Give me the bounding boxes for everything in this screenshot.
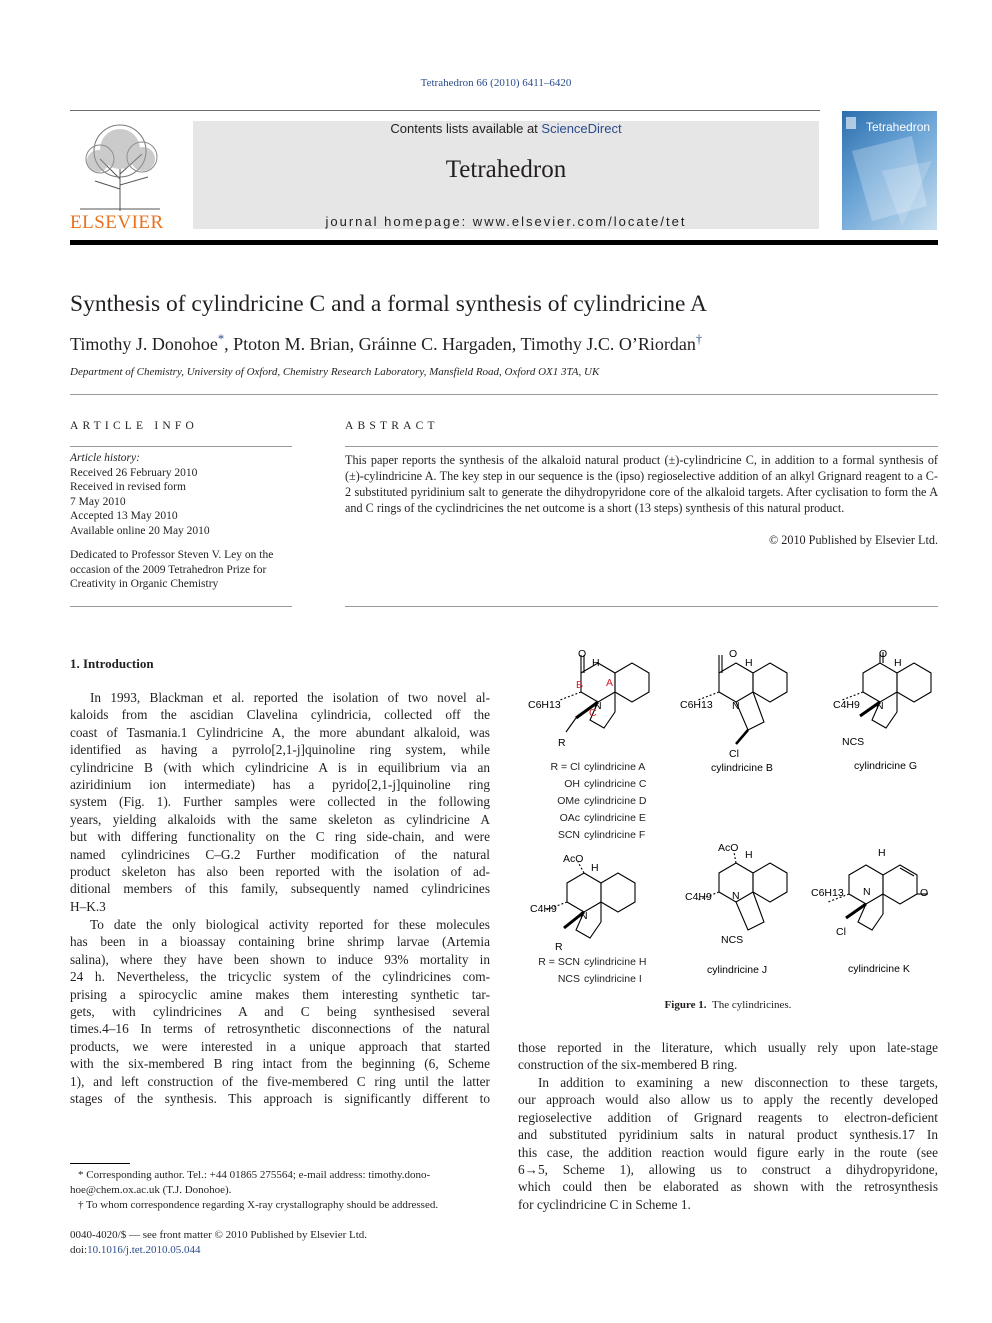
corresponding-footnote: * Corresponding author. Tel.: +44 01865 275564; e-mail address: timothy.dono- xyxy=(78,1169,431,1181)
atom-label: N xyxy=(876,700,884,712)
sciencedirect-link[interactable]: ScienceDirect xyxy=(541,121,622,136)
text-line: with the six-membered B ring intact from the beginning (6, Scheme xyxy=(70,1056,490,1072)
atom-label: Cl xyxy=(836,926,846,938)
text-line: construction of the six-membered B ring. xyxy=(518,1057,738,1073)
r-value: R = SCN xyxy=(538,956,580,968)
doi-prefix: doi: xyxy=(70,1244,88,1256)
compound-name: cylindricine H xyxy=(584,956,647,968)
caption-text: The cylindricines. xyxy=(712,999,792,1011)
elsevier-wordmark[interactable]: ELSEVIER xyxy=(70,212,164,233)
abstract-rule xyxy=(345,446,938,447)
text-line: this case, the addition reaction would figure early in the route (see xyxy=(518,1144,938,1160)
text-line: our approach would also allow us to apply the recently developed xyxy=(518,1092,938,1108)
r-group-table-2 xyxy=(518,954,663,988)
title-rule xyxy=(70,394,938,395)
text-line: for cyclindricine C in Scheme 1. xyxy=(518,1196,691,1212)
contents-line xyxy=(193,121,819,136)
abstract-text: This paper reports the synthesis of the alkaloid natural product (±)-cylindricine C, in addition to a formal synthesis of (±)-cylindricine A. The key step in our sequence is the (ipso) regioselective addition of an alkyl Grignard reagent to a C-2 substituted pyridinium salt to generate the dihydropyridone core of the alkaloid targets. After cyclisation to form the A and C rings of the cyclindricines the net outcome is a short (13 steps) synthesis of this natural product. xyxy=(345,453,938,515)
text-line: and substituted pyridinium salts in natural product synthesis.17 In xyxy=(518,1127,938,1143)
header-rule xyxy=(70,110,820,111)
text-line: products, we were interested in a unique approach that started xyxy=(70,1038,490,1054)
elsevier-tree-logo xyxy=(70,119,170,215)
author-name[interactable]: Timothy J.C. O’Riordan xyxy=(520,334,696,354)
atom-label: NCS xyxy=(721,934,744,946)
atom-label: H xyxy=(878,847,886,859)
text-line: cylindricine B (with which cylindricine A is in equilibrium via an xyxy=(70,759,490,775)
author-name[interactable]: Ptoton M. Brian xyxy=(233,334,350,354)
r-value: OMe xyxy=(557,795,580,807)
text-line: To date the only biological activity reported for these molecules xyxy=(90,917,490,932)
footnote-rule xyxy=(70,1163,130,1164)
atom-label: H xyxy=(591,862,599,874)
history-label: Article history: xyxy=(70,452,140,464)
history-line: Available online 20 May 2010 xyxy=(70,524,210,537)
structure-name: cylindricine B xyxy=(711,762,773,774)
cover-title: Tetrahedron xyxy=(866,120,931,134)
atom-label: Cl xyxy=(729,748,739,760)
journal-reference[interactable]: Tetrahedron 66 (2010) 6411–6420 xyxy=(420,77,572,89)
journal-title: Tetrahedron xyxy=(445,156,567,183)
abstract-heading: ABSTRACT xyxy=(345,420,439,432)
structure-name: cylindricine K xyxy=(848,963,910,975)
atom-label: N xyxy=(732,700,740,712)
atom-label: AcO xyxy=(563,853,584,865)
ring-a xyxy=(615,663,649,702)
compound-name: cylindricine D xyxy=(584,795,647,807)
text-line: those reported in the literature, which usually rely upon late-stage xyxy=(518,1040,938,1055)
affiliation: Department of Chemistry, University of Oxford, Chemistry Research Laboratory, Mansfield Road, Oxford OX1 3TA, UK xyxy=(70,366,600,378)
author-list: Timothy J. Donohoe*, Ptoton M. Brian, Gráinne C. Hargaden, Timothy J.C. O’Riordan† xyxy=(70,332,703,354)
compound-name: cylindricine A xyxy=(584,761,646,773)
structure-name: cylindricine J xyxy=(707,964,768,976)
atom-label: N xyxy=(863,886,871,898)
article-info-heading: ARTICLE INFO xyxy=(70,420,198,432)
history-line: Received 26 February 2010 xyxy=(70,466,198,479)
r-value: SCN xyxy=(557,829,580,841)
issn-line: 0040-4020/$ — see front matter © 2010 Published by Elsevier Ltd. xyxy=(70,1229,368,1241)
article-title: Synthesis of cylindricine C and a formal synthesis of cylindricine A xyxy=(70,291,707,317)
atom-label: N xyxy=(594,700,602,712)
contents-prefix: Contents lists available at xyxy=(390,121,542,136)
text-line: but with differing functionality on the C ring side-chain, and were xyxy=(70,829,490,845)
ring-label-b: B xyxy=(576,679,584,691)
text-line: salina), where they have been shown to induce 93% mortality in xyxy=(70,951,490,967)
corresponding-footnote-cont: hoe@chem.ox.ac.uk (T.J. Donohoe). xyxy=(70,1184,232,1196)
structure-name: cylindricine G xyxy=(854,760,918,772)
dedication-line: Creativity in Organic Chemistry xyxy=(70,578,219,590)
atom-label: H xyxy=(894,657,902,669)
figure-caption xyxy=(518,999,938,1011)
caption-label: Figure 1. xyxy=(664,999,707,1011)
dedication xyxy=(70,548,300,592)
text-line: 1), and left construction of the five-membered C ring until the latter xyxy=(70,1073,490,1089)
atom-label: R xyxy=(555,941,563,953)
info-bottom-rule xyxy=(70,606,292,607)
atom-label: O xyxy=(879,648,888,660)
text-line: regioselective addition of Grignard reagents to electron-deficient xyxy=(518,1109,938,1125)
atom-label: AcO xyxy=(718,842,739,854)
atom-label: O xyxy=(578,648,587,660)
chain-label: C4H9 xyxy=(833,699,860,711)
atom-label: O xyxy=(729,648,738,660)
text-line: 6→5, Scheme 1), allowing us to construct a dihydropyridone, xyxy=(518,1162,938,1178)
journal-homepage[interactable]: journal homepage: www.elsevier.com/locate/tet xyxy=(325,214,687,229)
chain-label: C4H9 xyxy=(530,903,557,915)
atom-label: H xyxy=(745,657,753,669)
atom-label: N xyxy=(580,910,588,922)
footnotes xyxy=(70,1168,490,1213)
text-line: system (Fig. 1). Further samples were collected in the following xyxy=(70,794,490,810)
text-line: In 1993, Blackman et al. reported the isolation of two novel al- xyxy=(90,690,490,705)
journal-cover-thumbnail[interactable] xyxy=(842,111,937,230)
chain-label: C6H13 xyxy=(528,699,561,711)
text-line: H–K.3 xyxy=(70,898,106,914)
doi-line xyxy=(70,1243,490,1258)
ring-label-a: A xyxy=(606,677,614,689)
text-line: 24 h. Nevertheless, the tricyclic system of the cylindricines com- xyxy=(70,969,490,985)
info-rule xyxy=(70,446,292,447)
text-line: years, yielding alkaloids with the same skeleton as cylindricine A xyxy=(70,811,490,827)
atom-label: O xyxy=(920,887,929,899)
chain-label: C6H13 xyxy=(811,887,844,899)
dagger-footnote: † To whom correspondence regarding X-ray crystallography should be addressed. xyxy=(78,1199,439,1211)
compound-name: cylindricine I xyxy=(584,973,642,985)
issn-block xyxy=(70,1228,490,1258)
text-line: prising a spirocyclic amine makes them interesting synthetic tar- xyxy=(70,986,490,1002)
intro-heading: 1. Introduction xyxy=(70,656,154,671)
author-name[interactable]: Gráinne C. Hargaden xyxy=(358,334,512,354)
atom-label: H xyxy=(745,849,753,861)
intro-paragraph-4 xyxy=(518,1074,938,1213)
text-line: named cylindricines C–G.2 Further modification of the natural xyxy=(70,846,490,862)
intro-paragraph-1 xyxy=(70,689,490,915)
author-name[interactable]: Timothy J. Donohoe xyxy=(70,334,218,354)
text-line: which could then be elaborated as shown with the retrosynthesis xyxy=(518,1179,938,1195)
ring-label-c: C xyxy=(589,707,597,719)
header-thick-rule xyxy=(70,240,938,245)
text-line: gets, with cylindricines A and C being synthesised several xyxy=(70,1004,490,1020)
text-line: product skeleton has also been reported with the isolation of ad- xyxy=(70,864,490,880)
text-line: identified as having a pyrrolo[2,1-j]quinoline ring system, while xyxy=(70,742,490,758)
intro-paragraph-2 xyxy=(70,916,490,1107)
atom-label: R xyxy=(558,737,566,749)
atom-label: NCS xyxy=(842,736,865,748)
text-line: aziridinium ion intermediate) has a pyrido[2,1-j]quinoline ring xyxy=(70,777,490,793)
history-line: Received in revised form xyxy=(70,481,186,493)
compound-name: cylindricine C xyxy=(584,778,647,790)
chain-label: C4H9 xyxy=(685,891,712,903)
article-history xyxy=(70,451,295,538)
abstract-bottom-rule xyxy=(345,606,938,607)
dagger-mark[interactable]: † xyxy=(695,332,703,346)
text-line: coast of Tasmania.1 Cylindricine A, the more abundant alkaloid, was xyxy=(70,724,490,740)
chain-label: C6H13 xyxy=(680,699,713,711)
text-line: stages of the synthesis. This approach is significantly different to xyxy=(70,1091,490,1107)
compound-name: cylindricine F xyxy=(584,829,646,841)
r-value: OAc xyxy=(559,812,580,824)
intro-paragraph-3 xyxy=(518,1039,938,1074)
history-line: 7 May 2010 xyxy=(70,495,126,508)
r-group-table-1 xyxy=(518,759,663,844)
corresponding-mark[interactable]: * xyxy=(217,332,225,346)
r-value: OH xyxy=(564,778,580,790)
atom-label: N xyxy=(732,890,740,902)
compound-name: cylindricine E xyxy=(584,812,646,824)
dedication-line: occasion of the 2009 Tetrahedron Prize for xyxy=(70,563,267,576)
text-line: In addition to examining a new disconnection to these targets, xyxy=(538,1075,938,1090)
text-line: has been in a bioassay containing brine shrimp larvae (Artemia xyxy=(70,934,490,950)
text-line: ditional members of this family, subsequently named cylindricines xyxy=(70,881,490,897)
r-value: NCS xyxy=(557,973,580,985)
r-value: R = Cl xyxy=(550,761,580,773)
abstract-copyright: © 2010 Published by Elsevier Ltd. xyxy=(768,533,938,547)
doi-link[interactable]: 10.1016/j.tet.2010.05.044 xyxy=(87,1244,201,1256)
text-line: times.4–16 In terms of retrosynthetic disconnections of the natural xyxy=(70,1021,490,1037)
text-line: kaloids from the ascidian Clavelina cylindricia, collected off the xyxy=(70,707,490,723)
history-line: Accepted 13 May 2010 xyxy=(70,510,178,522)
atom-label: H xyxy=(592,657,600,669)
dedication-line: Dedicated to Professor Steven V. Ley on the xyxy=(70,549,274,561)
